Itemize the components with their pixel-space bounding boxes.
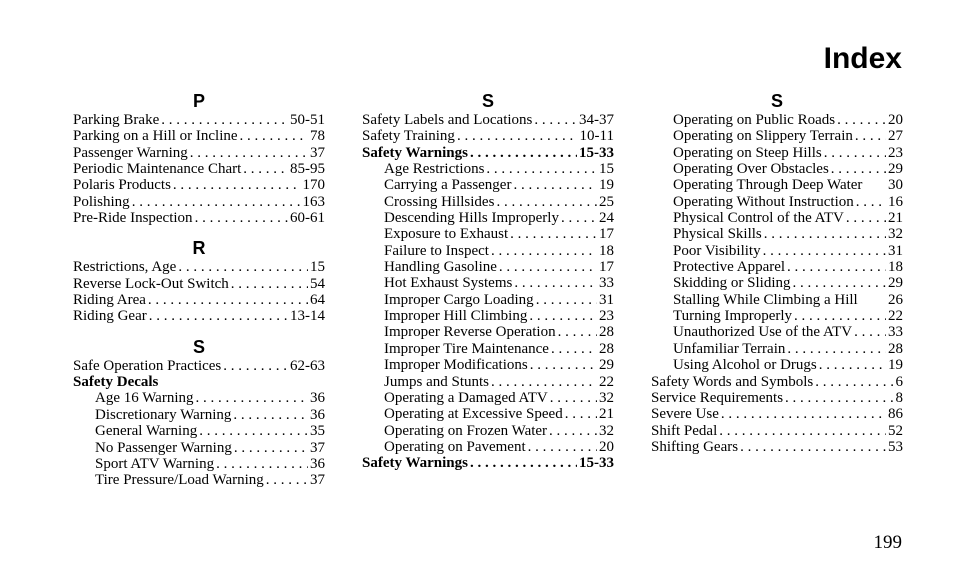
index-entry-text: Unauthorized Use of the ATV	[673, 324, 853, 341]
index-entry	[73, 358, 325, 374]
dot-leader	[196, 390, 309, 406]
index-entry-page: 21	[599, 406, 614, 423]
page-number: 199	[873, 532, 902, 553]
index-entry-text: Operating Without Instruction	[673, 193, 854, 210]
index-entry-page: 28	[888, 340, 903, 357]
index-entry-page: 32	[888, 226, 903, 243]
index-entry-page: 13-14	[290, 308, 325, 325]
index-entry-page: 37	[310, 439, 325, 456]
index-entry	[73, 276, 325, 292]
section-letter: S	[770, 91, 783, 111]
index-entry-page: 86	[888, 406, 903, 423]
index-entry-text: Improper Cargo Loading	[384, 291, 534, 308]
index-entry	[651, 210, 903, 226]
dot-leader	[161, 112, 288, 128]
index-entry-text: Age 16 Warning	[95, 390, 194, 407]
index-entry-page: 19	[599, 177, 614, 194]
dot-leader	[536, 292, 597, 308]
dot-leader	[561, 210, 597, 226]
dot-leader	[514, 275, 597, 291]
dot-leader	[534, 112, 577, 128]
dot-leader	[499, 259, 597, 275]
index-entry	[362, 390, 614, 406]
index-column-2	[362, 90, 614, 472]
dot-leader	[149, 308, 288, 324]
index-entry	[362, 112, 614, 128]
dot-leader	[173, 177, 301, 193]
index-entry	[651, 194, 903, 210]
index-entry-page: 22	[599, 373, 614, 390]
index-entry	[73, 177, 325, 193]
index-entry-page: 28	[599, 324, 614, 341]
index-entry	[73, 161, 325, 177]
index-entry-text: Pre-Ride Inspection	[73, 210, 193, 227]
index-entry-text: Physical Skills	[673, 226, 762, 243]
index-entry-text: Exposure to Exhaust	[384, 226, 509, 243]
index-entry-page: 34-37	[579, 112, 614, 128]
index-entry	[73, 259, 325, 275]
index-entry-text: Improper Reverse Operation	[384, 324, 556, 341]
index-entry-page: 25	[599, 193, 614, 210]
index-entry-text: Safety Training	[362, 128, 455, 145]
index-entry-text: Handling Gasoline	[384, 259, 497, 276]
index-entry	[73, 472, 325, 488]
index-entry-text: Improper Modifications	[384, 357, 528, 374]
index-entry	[362, 308, 614, 324]
dot-leader	[266, 472, 308, 488]
dot-leader	[530, 357, 597, 373]
index-entry-page: 85-95	[290, 161, 325, 178]
dot-leader	[763, 243, 886, 259]
dot-leader	[551, 341, 597, 357]
index-entry	[651, 259, 903, 275]
index-entry-text: Crossing Hillsides	[384, 193, 495, 210]
index-entry-page: 15	[599, 161, 614, 178]
dot-leader	[148, 292, 308, 308]
dot-leader	[234, 440, 308, 456]
index-entry	[362, 177, 614, 193]
dot-leader	[831, 161, 886, 177]
index-entry-text: Operating on Pavement	[384, 438, 526, 455]
dot-leader	[491, 374, 597, 390]
index-entry-page: 20	[888, 112, 903, 128]
index-entry-page: 24	[599, 210, 614, 227]
index-entry-page: 18	[599, 242, 614, 259]
index-entry-page: 33	[888, 324, 903, 341]
index-entry-text: Operating a Damaged ATV	[384, 389, 548, 406]
dot-leader	[815, 374, 893, 390]
index-entry-text: Safety Warnings	[362, 455, 468, 472]
index-entry-page: 27	[888, 128, 903, 145]
index-entry	[362, 406, 614, 422]
index-entry-text: Reverse Lock-Out Switch	[73, 275, 229, 292]
index-entry-text: Riding Gear	[73, 308, 147, 325]
group-spacer	[73, 325, 325, 336]
index-entry	[362, 194, 614, 210]
index-entry-page: 29	[888, 161, 903, 178]
index-entry-page: 22	[888, 308, 903, 325]
index-entry	[362, 210, 614, 226]
dot-leader	[558, 324, 597, 340]
index-entry-page: 60-61	[290, 210, 325, 227]
index-entry-text: Descending Hills Improperly	[384, 210, 559, 227]
index-entry-text: Operating Over Obstacles	[673, 161, 829, 178]
dot-leader	[837, 112, 886, 128]
index-entry	[651, 275, 903, 291]
index-entry-page: 31	[599, 291, 614, 308]
index-entry-text: Using Alcohol or Drugs	[673, 357, 817, 374]
dot-leader	[550, 390, 597, 406]
index-entry-text: Polaris Products	[73, 177, 171, 194]
index-entry-text: Age Restrictions	[384, 161, 485, 178]
index-entry-page: 30	[888, 177, 903, 194]
index-entry-text: Safe Operation Practices	[73, 357, 222, 374]
index-entry-text: Turning Improperly	[673, 308, 793, 325]
index-entry	[73, 210, 325, 226]
dot-leader	[856, 194, 886, 210]
index-entry	[362, 292, 614, 308]
index-entry-text: Passenger Warning	[73, 144, 188, 161]
dot-leader	[719, 423, 886, 439]
index-entry-page: 29	[888, 275, 903, 292]
index-entry-text: Shift Pedal	[651, 422, 718, 439]
dot-leader	[510, 226, 597, 242]
dot-leader	[231, 276, 308, 292]
index-entry	[362, 275, 614, 291]
dot-leader	[528, 439, 597, 455]
index-entry-text: Sport ATV Warning	[95, 455, 215, 472]
index-entry-text: Periodic Maintenance Chart	[73, 161, 242, 178]
index-entry	[651, 341, 903, 357]
index-entry	[651, 243, 903, 259]
index-entry-text: Operating on Steep Hills	[673, 144, 822, 161]
index-heading: Safety Decals	[73, 374, 159, 391]
index-entry-text: Tire Pressure/Load Warning	[95, 472, 264, 489]
index-entry-page: 23	[599, 308, 614, 325]
index-entry-page: 64	[310, 292, 325, 309]
index-entry-page: 8	[895, 389, 903, 406]
index-entry-page: 62-63	[290, 357, 325, 374]
index-entry	[651, 226, 903, 242]
index-entry	[362, 161, 614, 177]
index-entry-text: Service Requirements	[651, 389, 784, 406]
index-entry-text: Stalling While Climbing a Hill	[673, 291, 858, 308]
index-entry	[651, 292, 903, 308]
index-entry-text: Unfamiliar Terrain	[673, 340, 786, 357]
index-entry-text: Poor Visibility	[673, 242, 761, 259]
index-entry	[651, 112, 903, 128]
index-entry	[651, 177, 903, 193]
dot-leader	[496, 194, 597, 210]
index-entry	[362, 324, 614, 340]
index-entry-page: 36	[310, 390, 325, 407]
dot-leader	[787, 259, 886, 275]
index-entry-page: 37	[310, 144, 325, 161]
index-entry-text: Parking Brake	[73, 112, 160, 128]
index-entry-page: 15-33	[579, 144, 614, 161]
index-entry	[651, 390, 903, 406]
dot-leader	[132, 194, 301, 210]
index-entry-text: Operating on Frozen Water	[384, 422, 548, 439]
dot-leader	[195, 210, 288, 226]
dot-leader	[787, 341, 886, 357]
index-entry-page: 36	[310, 406, 325, 423]
index-entry-text: Physical Control of the ATV	[673, 210, 844, 227]
index-entry	[73, 440, 325, 456]
dot-leader	[549, 423, 597, 439]
index-entry	[362, 374, 614, 390]
index-entry-page: 23	[888, 144, 903, 161]
index-entry	[651, 406, 903, 422]
index-entry	[651, 324, 903, 340]
index-entry-text: Operating on Public Roads	[673, 112, 836, 128]
dot-leader	[243, 161, 288, 177]
index-entry-page: 163	[302, 193, 325, 210]
index-entry-page: 78	[310, 128, 325, 145]
index-entry-page: 26	[888, 291, 903, 308]
index-entry-page: 54	[310, 275, 325, 292]
dot-leader	[240, 128, 308, 144]
index-entry	[651, 439, 903, 455]
index-entry	[73, 194, 325, 210]
index-entry-page: 10-11	[579, 128, 614, 145]
index-entry	[73, 308, 325, 324]
dot-leader	[740, 439, 886, 455]
index-entry-page: 18	[888, 259, 903, 276]
index-entry-page: 33	[599, 275, 614, 292]
dot-leader	[470, 145, 577, 161]
index-entry	[362, 259, 614, 275]
index-entry-text: Improper Hill Climbing	[384, 308, 528, 325]
index-entry-page: 20	[599, 438, 614, 455]
index-entry-text: Operating Through Deep Water	[673, 177, 863, 194]
index-entry-page: 53	[888, 438, 903, 455]
index-entry-page: 15-33	[579, 455, 614, 472]
index-entry-text: Restrictions, Age	[73, 259, 177, 276]
index-entry-text: Riding Area	[73, 292, 146, 309]
index-entry-text: Improper Tire Maintenance	[384, 340, 549, 357]
dot-leader	[794, 308, 886, 324]
index-column-3	[651, 90, 903, 455]
dot-leader	[764, 226, 886, 242]
index-entry-page: 16	[888, 193, 903, 210]
dot-leader	[216, 456, 308, 472]
index-entry	[651, 161, 903, 177]
dot-leader	[470, 455, 577, 471]
index-entry	[73, 145, 325, 161]
index-entry	[73, 292, 325, 308]
index-entry-page: 29	[599, 357, 614, 374]
dot-leader	[223, 358, 288, 374]
index-entry	[362, 128, 614, 144]
dot-leader	[178, 259, 308, 275]
index-entry-page: 35	[310, 423, 325, 440]
dot-leader	[721, 406, 886, 422]
section-letter: P	[192, 91, 205, 111]
index-entry-page: 21	[888, 210, 903, 227]
index-entry-text: General Warning	[95, 423, 198, 440]
index-entry	[651, 374, 903, 390]
dot-leader	[565, 406, 597, 422]
dot-leader	[854, 324, 886, 340]
dot-leader	[457, 128, 578, 144]
index-entry	[651, 423, 903, 439]
index-entry	[362, 226, 614, 242]
index-entry-text: Carrying a Passenger	[384, 177, 512, 194]
index-entry-text: Safety Labels and Locations	[362, 112, 533, 128]
index-entry	[73, 407, 325, 423]
dot-leader	[529, 308, 597, 324]
section-letter: S	[481, 91, 494, 111]
index-entry-text: Severe Use	[651, 406, 719, 423]
dot-leader	[190, 145, 308, 161]
index-entry-page: 32	[599, 422, 614, 439]
index-entry-text: Jumps and Stunts	[384, 373, 490, 390]
index-entry-text: Discretionary Warning	[95, 406, 232, 423]
index-entry-page: 36	[310, 455, 325, 472]
section-letter: R	[192, 238, 206, 259]
index-entry-text: Protective Apparel	[673, 259, 786, 276]
index-entry-text: Failure to Inspect	[384, 242, 489, 259]
dot-leader	[486, 161, 597, 177]
index-entry-page: 17	[599, 226, 614, 243]
dot-leader	[793, 275, 886, 291]
index-entry-page: 17	[599, 259, 614, 276]
index-entry	[73, 456, 325, 472]
index-entry-page: 31	[888, 242, 903, 259]
index-entry-page: 50-51	[290, 112, 325, 128]
index-entry	[362, 423, 614, 439]
index-entry-text: Safety Words and Symbols	[651, 373, 814, 390]
index-entry	[362, 455, 614, 471]
index-entry	[362, 341, 614, 357]
index-entry	[651, 308, 903, 324]
group-spacer	[73, 226, 325, 237]
index-entry-page: 32	[599, 389, 614, 406]
dot-leader	[846, 210, 886, 226]
index-entry	[362, 439, 614, 455]
dot-leader	[785, 390, 893, 406]
dot-leader	[491, 243, 597, 259]
index-entry-text: Operating on Slippery Terrain	[673, 128, 853, 145]
index-entry	[73, 112, 325, 128]
section-letter: S	[192, 336, 205, 357]
index-entry	[651, 145, 903, 161]
dot-leader	[199, 423, 308, 439]
index-entry	[362, 357, 614, 373]
index-entry-text: Shifting Gears	[651, 438, 739, 455]
index-entry-page: 37	[310, 472, 325, 489]
index-column-1	[73, 90, 325, 489]
index-entry	[73, 128, 325, 144]
dot-leader	[824, 145, 886, 161]
dot-leader	[819, 357, 886, 373]
dot-leader	[233, 407, 308, 423]
dot-leader	[855, 128, 886, 144]
index-entry-page: 15	[310, 259, 325, 276]
index-entry-page: 170	[302, 177, 325, 194]
page-title: Index	[823, 42, 902, 75]
index-entry	[73, 390, 325, 406]
index-entry-text: No Passenger Warning	[95, 439, 232, 456]
index-entry-text: Safety Warnings	[362, 144, 468, 161]
index-entry-page: 19	[888, 357, 903, 374]
index-entry-text: Skidding or Sliding	[673, 275, 791, 292]
index-entry	[651, 357, 903, 373]
index-entry	[362, 145, 614, 161]
index-entry-page: 6	[895, 373, 903, 390]
index-entry-text: Operating at Excessive Speed	[384, 406, 563, 423]
index-entry-text: Parking on a Hill or Incline	[73, 128, 238, 145]
index-entry	[362, 243, 614, 259]
index-entry-page: 52	[888, 422, 903, 439]
index-entry	[73, 423, 325, 439]
dot-leader	[513, 177, 597, 193]
index-entry	[651, 128, 903, 144]
index-entry-text: Hot Exhaust Systems	[384, 275, 513, 292]
index-entry-page: 28	[599, 340, 614, 357]
index-entry-text: Polishing	[73, 193, 130, 210]
